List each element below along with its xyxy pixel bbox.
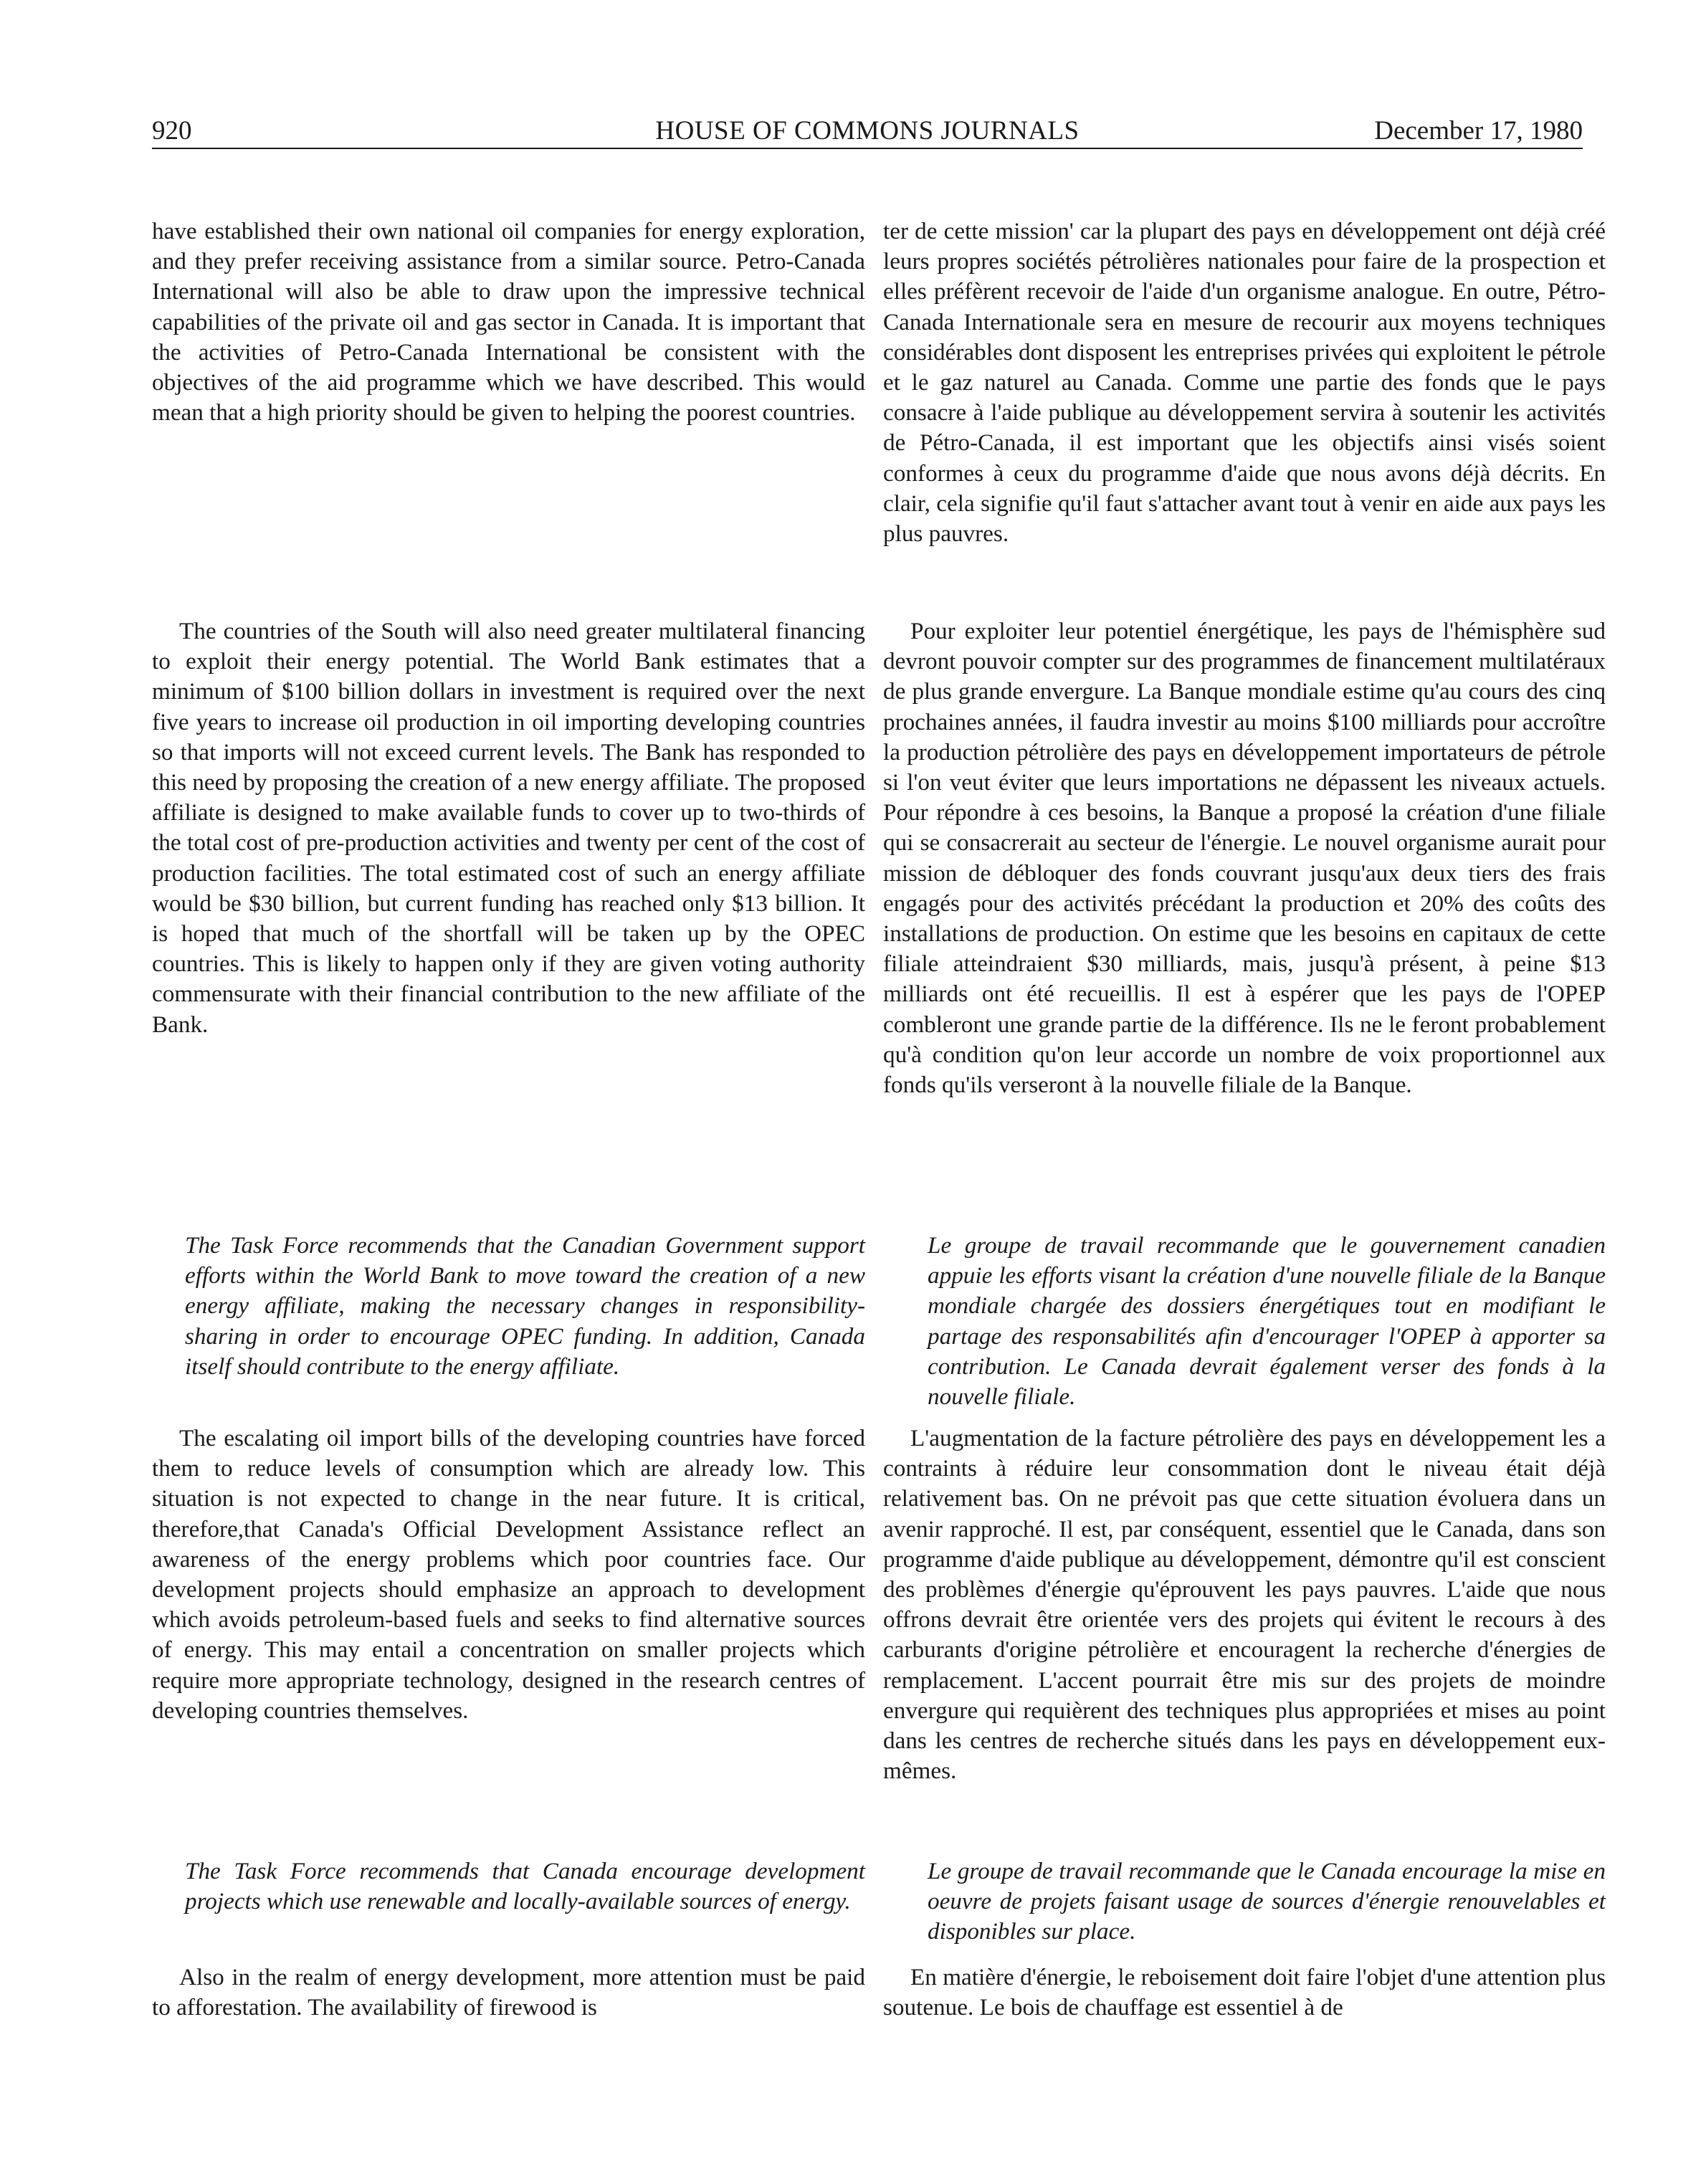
french-recommendation-2: Le groupe de travail recommande que le Canada encourage la mise en oeuvre de projets faisant usage de sources d'énergie renouvelables et disponibles sur place. — [928, 1858, 1606, 1945]
french-paragraph-1: ter de cette mission' car la plupart des pays en développement ont déjà créé leurs propres sociétés pétrolières nationales pour faire de la prospection et elles préfèrent recevoir de l'aide d'un organisme analogue. En outre, Pétro-Canada Internationale sera en mesure de recourir aux moyens techniques considérables dont disposent les entreprises privées qui exploitent le pétrole et le gaz naturel au Canada. Comme une partie des fonds que le pays consacre à l'aide publique au développement servira à soutenir les activités de Pétro-Canada, il est important que les objectifs ainsi visés soient conformes à ceux du programme d'aide que nous avons déjà décrits. En clair, cela signifie qu'il faut s'attacher avant tout à venir en aide aux pays les plus pauvres. — [883, 218, 1606, 548]
english-recommendation-2: The Task Force recommends that Canada encourage development projects which use renewable and locally-available sources of energy. — [185, 1858, 865, 1915]
french-paragraph-4: En matière d'énergie, le reboisement doit faire l'objet d'une attention plus soutenue. Le bois de chauffage est essentiel à de — [883, 1964, 1606, 2021]
page-header — [152, 113, 1583, 149]
english-paragraph-1: have established their own national oil companies for energy exploration, and they prefer receiving assistance from a similar source. Petro-Canada International will also be able to draw upon the impressive technical capabilities of the private oil and gas sector in Canada. It is important that the activities of Petro-Canada International be consistent with the objectives of the aid programme which we have described. This would mean that a high priority should be given to helping the poorest countries. — [152, 218, 865, 426]
issue-date: December 17, 1980 — [1374, 116, 1583, 146]
header-rule — [152, 148, 1583, 149]
journal-title: HOUSE OF COMMONS JOURNALS — [655, 116, 1080, 146]
english-paragraph-3: The escalating oil import bills of the developing countries have forced them to reduce levels of consumption which are already low. This situation is not expected to change in the near future. It is critical, therefore,that Canada's Official Development Assistance reflect an awareness of the energy problems which poor countries face. Our development projects should emphasize an approach to development which avoids petroleum-based fuels and seeks to find alternative sources of energy. This may entail a concentration on smaller projects which require more appropriate technology, designed in the research centres of developing countries themselves. — [152, 1425, 865, 1724]
english-recommendation-1: The Task Force recommends that the Canadian Government support efforts within the World Bank to move toward the creation of a new energy affiliate, making the necessary changes in responsibility-sharing in order to encourage OPEC funding. In addition, Canada itself should contribute to the energy affiliate. — [185, 1232, 865, 1380]
english-paragraph-2: The countries of the South will also need greater multilateral financing to exploit their energy potential. The World Bank estimates that a minimum of $100 billion dollars in investment is required over the next five years to increase oil production in oil importing developing countries so that imports will not exceed current levels. The Bank has responded to this need by proposing the creation of a new energy affiliate. The proposed affiliate is designed to make available funds to cover up to two-thirds of the total cost of pre-production activities and twenty per cent of the cost of production facilities. The total estimated cost of such an energy affiliate would be $30 billion, but current funding has reached only $13 billion. It is hoped that much of the shortfall will be taken up by the OPEC countries. This is likely to happen only if they are given voting authority commensurate with their financial contribution to the new affiliate of the Bank. — [152, 618, 865, 1038]
french-recommendation-1: Le groupe de travail recommande que le gouvernement canadien appuie les efforts visant la création d'une nouvelle filiale de la Banque mondiale chargée des dossiers énergétiques tout en modifiant le partage des responsabilités afin d'encourager l'OPEP à apporter sa contribution. Le Canada devrait également verser des fonds à la nouvelle filiale. — [928, 1232, 1606, 1411]
english-paragraph-4: Also in the realm of energy development, more attention must be paid to afforestation. The availability of firewood is — [152, 1964, 865, 2021]
french-paragraph-3: L'augmentation de la facture pétrolière des pays en développement les a contraints à réduire leur consommation dont le niveau était déjà relativement bas. On ne prévoit pas que cette situation évoluera dans un avenir rapproché. Il est, par conséquent, essentiel que le Canada, dans son programme d'aide publique au développement, démontre qu'il est conscient des problèmes d'énergie qu'éprouvent les pays pauvres. L'aide que nous offrons devrait être orientée vers des projets qui évitent le recours à des carburants d'origine pétrolière et encouragent la recherche d'énergies de remplacement. L'accent pourrait être mis sur des projets de moindre envergure qui requièrent des techniques plus appropriées et mises au point dans les centres de recherche situés dans les pays en développement eux-mêmes. — [883, 1425, 1606, 1785]
page-number: 920 — [152, 116, 192, 146]
french-paragraph-2: Pour exploiter leur potentiel énergétique, les pays de l'hémisphère sud devront pouvoir compter sur des programmes de financement multilatéraux de plus grande envergure. La Banque mondiale estime qu'au cours des cinq prochaines années, il faudra investir au moins $100 milliards pour accroître la production pétrolière des pays en développement importateurs de pétrole si l'on veut éviter que leurs importations ne dépassent les niveaux actuels. Pour répondre à ces besoins, la Banque a proposé la création d'une filiale qui se consacrerait au secteur de l'énergie. Le nouvel organisme aurait pour mission de débloquer des fonds couvrant jusqu'aux deux tiers des frais engagés pour des activités précédant la production et 20% des coûts des installations de production. On estime que les besoins en capitaux de cette filiale atteindraient $30 milliards, mais, jusqu'à présent, à peine $13 milliards ont été recueillis. Il est à espérer que les pays de l'OPEP combleront une grande partie de la différence. Ils ne le feront probablement qu'à condition qu'on leur accorde un nombre de voix proportionnel aux fonds qu'ils verseront à la nouvelle filiale de la Banque. — [883, 618, 1606, 1099]
